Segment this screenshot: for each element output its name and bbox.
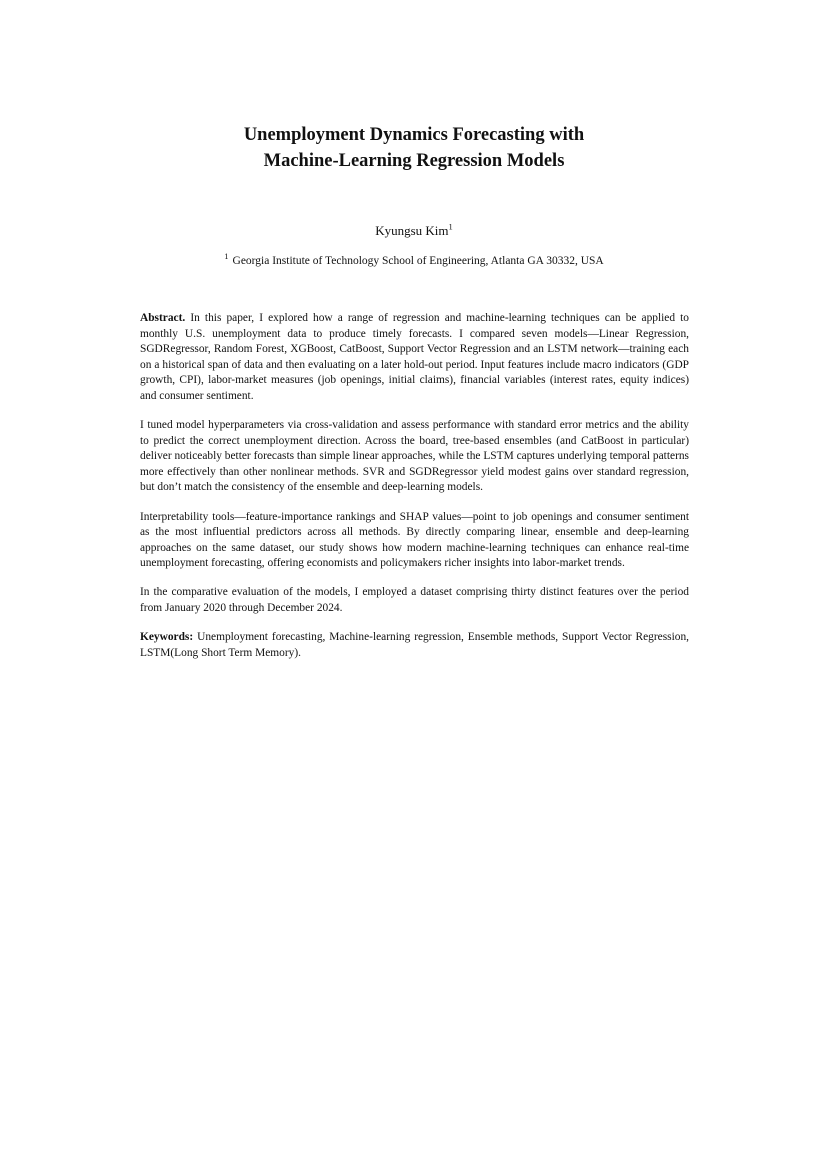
affiliation-marker: 1 (224, 251, 229, 262)
abstract-paragraph-2: I tuned model hyperparameters via cross-validation and assess performance with standard error metrics and the ability to predict the correct unemployment direction. Across the board, tree-based ensembles (and CatBoost in particular) deliver noticeably better forecasts than simple linear approaches, while the LSTM captures underlying temporal patterns more effectively than other nonlinear methods. SVR and SGDRegressor yield modest gains over standard regression, but don’t match the consistency of the ensemble and deep-learning models. (140, 419, 689, 494)
keywords-text: Unemployment forecasting, Machine-learning regression, Ensemble methods, Support Vector Regression, LSTM(Long Short Term Memory). (140, 631, 689, 659)
abstract-paragraph-3: Interpretability tools—feature-importance rankings and SHAP values—point to job openings and consumer sentiment as the most influential predictors across all methods. By directly comparing linear, ensemble and deep-learning approaches on the same dataset, our study shows how modern machine-learning techniques can enhance real-time unemployment forecasting, offering economists and policymakers richer insights into labor-market trends. (140, 510, 689, 570)
affiliation-line (0, 253, 828, 269)
paper-title-line-2: Machine-Learning Regression Models (263, 151, 565, 171)
abstract-label: Abstract. (140, 312, 186, 324)
paper-title (0, 122, 828, 174)
abstract-section (140, 311, 689, 675)
author-name: Kyungsu Kim (375, 223, 449, 238)
keywords-paragraph (140, 630, 689, 661)
abstract-paragraph-4: In the comparative evaluation of the models, I employed a dataset comprising thirty distinct features over the period from January 2020 through December 2024. (140, 586, 689, 614)
author-line (0, 222, 828, 240)
keywords-label: Keywords: (140, 631, 194, 644)
paper-title-line-1: Unemployment Dynamics Forecasting with (243, 125, 585, 145)
affiliation-text: Georgia Institute of Technology School of Engineering, Atlanta GA 30332, USA (232, 255, 604, 267)
abstract-paragraph-1 (140, 311, 689, 405)
author-affiliation-marker: 1 (448, 221, 453, 232)
abstract-paragraph-1-text: In this paper, I explored how a range of regression and machine-learning techniques can be applied to monthly U.S. unemployment data to produce timely forecasts. I compared seven models—Linear Regression, SGDRegressor, Random Forest, XGBoost, CatBoost, Support Vector Regression and an LSTM network—training each on a historical span of data and then evaluating on a later hold-out period. Input features include macro indicators (GDP growth, CPI), labor-market measures (job openings, initial claims), financial variables (interest rates, equity indices) and consumer sentiment. (140, 312, 689, 402)
